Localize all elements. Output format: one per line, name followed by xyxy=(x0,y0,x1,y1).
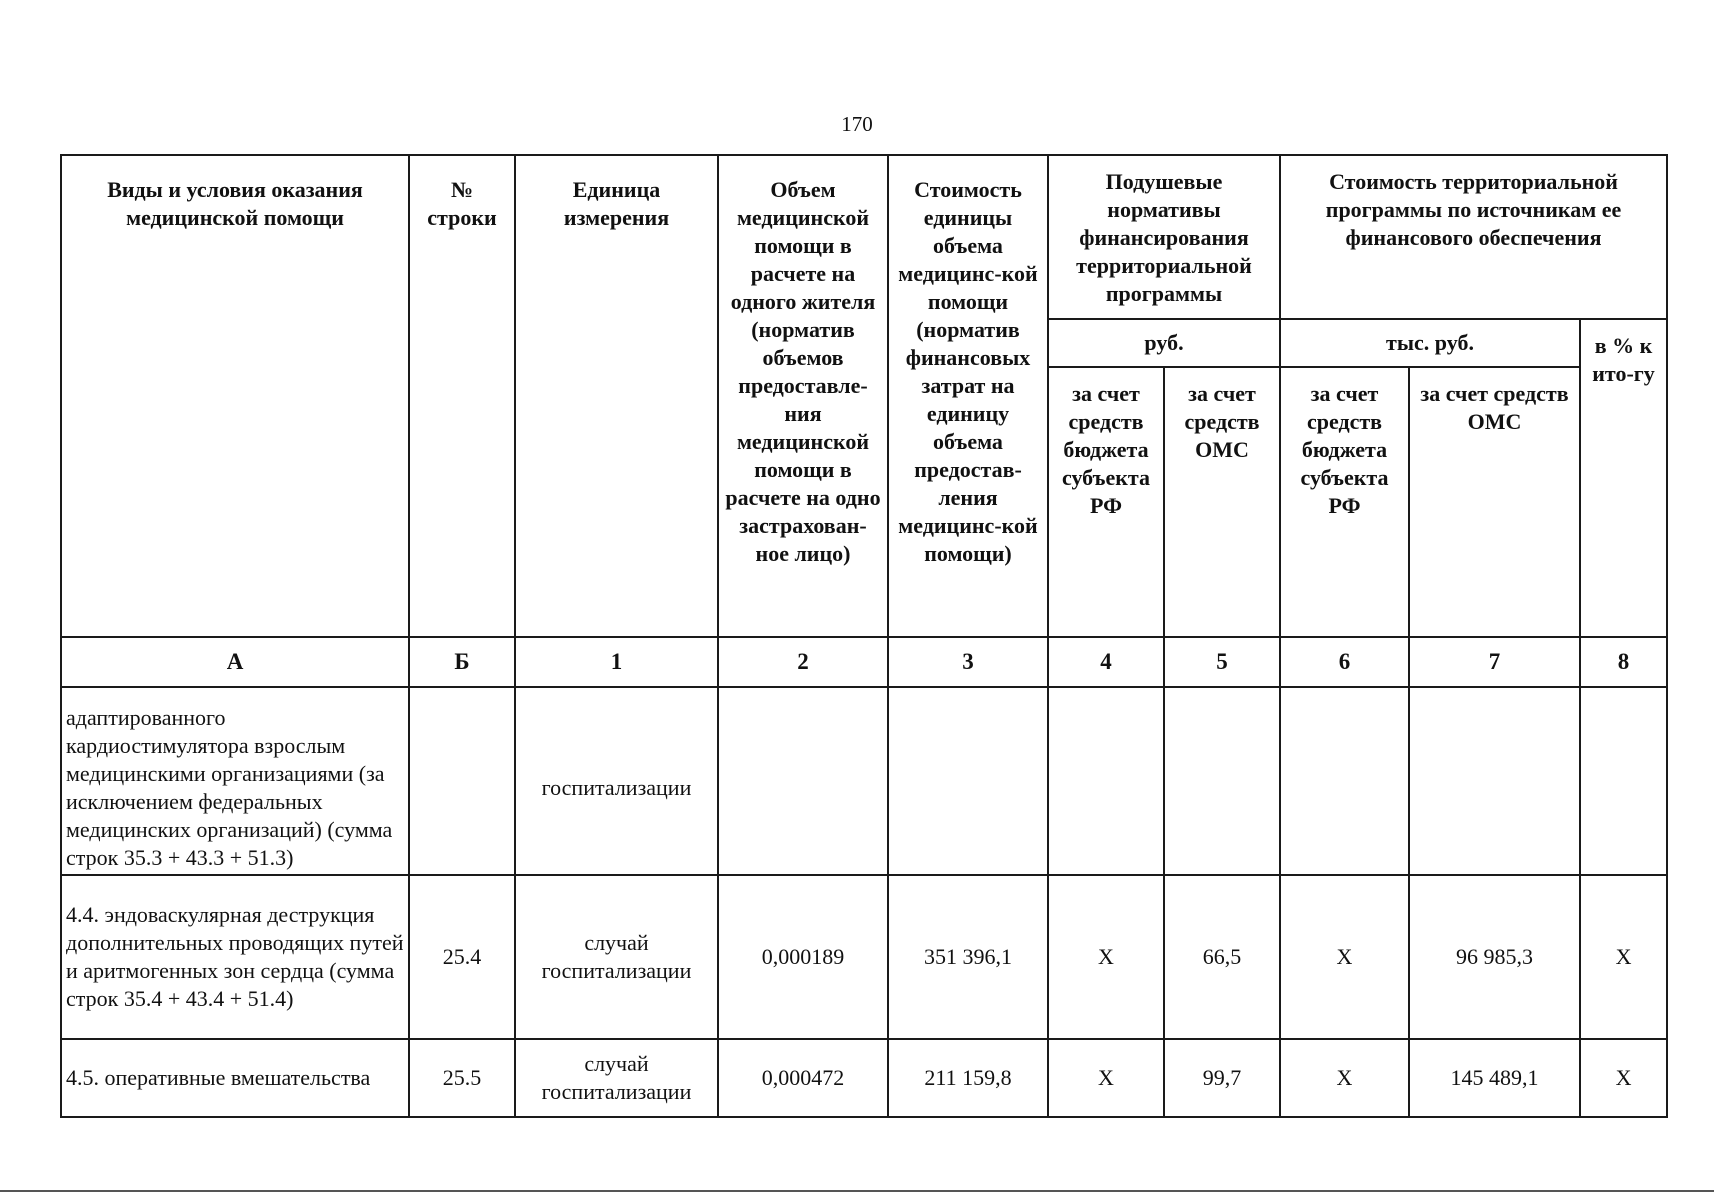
header-unit-thousand-rub: тыс. руб. xyxy=(1280,319,1580,367)
header-col-6: за счет средств бюджета субъекта РФ xyxy=(1280,367,1409,637)
index-cell: Б xyxy=(409,637,515,687)
table-row xyxy=(61,875,1667,1039)
row-col-7 xyxy=(1409,687,1580,875)
row-col-8 xyxy=(1580,687,1667,875)
row-name: адаптированного кардиостимулятора взрослым медицинскими организациями (за исключением федеральных медицинских организаций) (сумма строк 35.3 + 43.3 + 51.3) xyxy=(61,687,409,875)
index-cell: 2 xyxy=(718,637,888,687)
header-group-per-capita: Подушевые нормативы финансирования территориальной программы xyxy=(1048,155,1280,319)
page-number: 170 xyxy=(841,112,873,136)
index-cell: 1 xyxy=(515,637,718,687)
table-row xyxy=(61,1039,1667,1117)
row-col-7: 96 985,3 xyxy=(1409,875,1580,1039)
header-col-4: за счет средств бюджета субъекта РФ xyxy=(1048,367,1164,637)
header-col-b: № строки xyxy=(409,155,515,637)
row-name: 4.5. оперативные вмешательства xyxy=(61,1039,409,1117)
header-col-3: Стоимость единицы объема медицинс-кой помощи (норматив финансовых затрат на единицу объема предостав-ления медицинс-кой помощи) xyxy=(888,155,1048,637)
row-col-7: 145 489,1 xyxy=(1409,1039,1580,1117)
index-cell: 5 xyxy=(1164,637,1280,687)
header-col-5: за счет средств ОМС xyxy=(1164,367,1280,637)
row-line-number: 25.4 xyxy=(409,875,515,1039)
header-col-a: Виды и условия оказания медицинской помощи xyxy=(61,155,409,637)
header-col-2: Объем медицинской помощи в расчете на одного жителя (норматив объемов предоставле-ния медицинской помощи в расчете на одно застрахован-ное лицо) xyxy=(718,155,888,637)
row-col-8: Х xyxy=(1580,1039,1667,1117)
row-volume: 0,000189 xyxy=(718,875,888,1039)
header-col-7: за счет средств ОМС xyxy=(1409,367,1580,637)
row-col-5 xyxy=(1164,687,1280,875)
row-cost: 211 159,8 xyxy=(888,1039,1048,1117)
header-row-1 xyxy=(61,155,1667,319)
financing-table xyxy=(60,154,1668,1118)
row-line-number xyxy=(409,687,515,875)
scan-edge-line xyxy=(0,1190,1714,1192)
row-unit: случай госпитализации xyxy=(515,875,718,1039)
header-unit-rub: руб. xyxy=(1048,319,1280,367)
row-col-8: Х xyxy=(1580,875,1667,1039)
row-name: 4.4. эндоваскулярная деструкция дополнительных проводящих путей и аритмогенных зон сердца (сумма строк 35.4 + 43.4 + 51.4) xyxy=(61,875,409,1039)
row-col-6: Х xyxy=(1280,1039,1409,1117)
row-col-4: Х xyxy=(1048,1039,1164,1117)
index-cell: А xyxy=(61,637,409,687)
index-row xyxy=(61,637,1667,687)
row-col-5: 99,7 xyxy=(1164,1039,1280,1117)
table-row xyxy=(61,687,1667,875)
row-line-number: 25.5 xyxy=(409,1039,515,1117)
index-cell: 3 xyxy=(888,637,1048,687)
header-percent-of-total: в % к ито-гу xyxy=(1580,319,1667,637)
index-cell: 4 xyxy=(1048,637,1164,687)
row-volume: 0,000472 xyxy=(718,1039,888,1117)
row-col-6: Х xyxy=(1280,875,1409,1039)
row-col-5: 66,5 xyxy=(1164,875,1280,1039)
row-volume xyxy=(718,687,888,875)
row-unit: случай госпитализации xyxy=(515,1039,718,1117)
header-group-cost: Стоимость территориальной программы по источникам ее финансового обеспечения xyxy=(1280,155,1667,319)
index-cell: 7 xyxy=(1409,637,1580,687)
index-cell: 8 xyxy=(1580,637,1667,687)
index-cell: 6 xyxy=(1280,637,1409,687)
row-unit: госпитализации xyxy=(515,687,718,875)
header-col-1: Единица измерения xyxy=(515,155,718,637)
row-col-4 xyxy=(1048,687,1164,875)
row-cost: 351 396,1 xyxy=(888,875,1048,1039)
row-cost xyxy=(888,687,1048,875)
row-col-6 xyxy=(1280,687,1409,875)
row-col-4: Х xyxy=(1048,875,1164,1039)
financing-table-container xyxy=(60,154,1666,1118)
